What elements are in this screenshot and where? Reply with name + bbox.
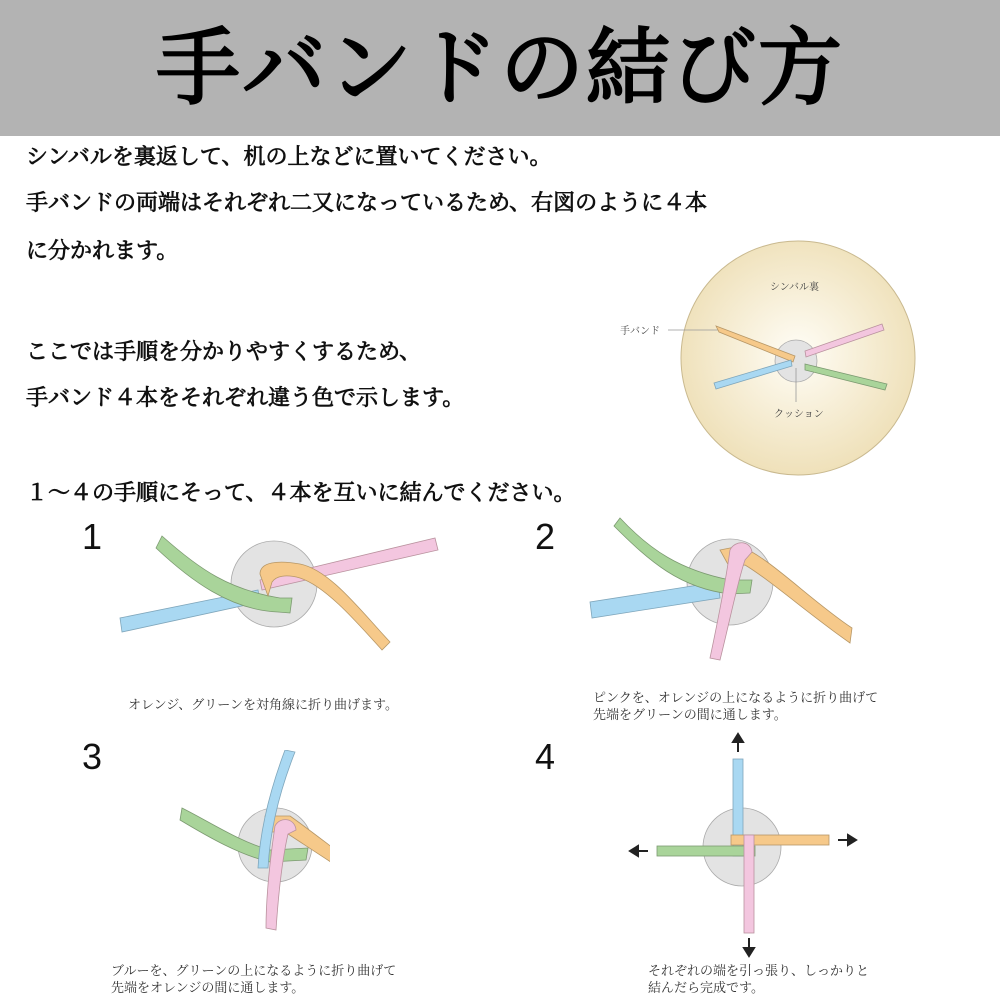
band-pink <box>744 835 754 933</box>
step-3-caption-line-1: ブルーを、グリーンの上になるように折り曲げて <box>111 964 397 979</box>
step-1-diagram <box>110 520 450 670</box>
page-title: 手バンドの結び方 <box>155 19 844 117</box>
arrow-up-icon <box>733 734 743 752</box>
intro-line-6: １～４の手順にそって、４本を互いに結んでください。 <box>26 481 576 506</box>
step-4-caption-line-1: それぞれの端を引っ張り、しっかりと <box>648 964 870 979</box>
intro-line-1: シンバルを裏返して、机の上などに置いてください。 <box>26 145 552 170</box>
arrow-right-icon <box>838 835 856 845</box>
cymbal-diagram <box>600 240 950 490</box>
step-3-diagram <box>170 750 330 940</box>
step-3-number: 3 <box>82 736 103 777</box>
step-4-caption-line-2: 結んだら完成です。 <box>648 981 764 996</box>
step-4-number: 4 <box>535 736 556 777</box>
step-3-caption-line-2: 先端をオレンジの間に通します。 <box>111 981 305 996</box>
step-2-caption-line-1: ピンクを、オレンジの上になるように折り曲げて <box>593 691 879 706</box>
band-label: 手バンド <box>620 326 660 337</box>
intro-line-3: に分かれます。 <box>26 239 179 264</box>
intro-line-2: 手バンドの両端はそれぞれ二又になっているため、右図のように４本 <box>26 191 708 216</box>
step-2-caption-line-2: 先端をグリーンの間に通します。 <box>593 708 787 723</box>
band-green <box>657 846 755 856</box>
cushion-label: クッション <box>774 409 824 420</box>
step-1-number: 1 <box>82 516 103 557</box>
intro-line-4: ここでは手順を分かりやすくするため、 <box>26 340 422 365</box>
step-4-diagram <box>620 730 870 960</box>
header-bar <box>0 0 1000 136</box>
step-2-number: 2 <box>535 516 556 557</box>
arrow-left-icon <box>630 846 648 856</box>
intro-line-5: 手バンド４本をそれぞれ違う色で示します。 <box>26 386 465 411</box>
arrow-down-icon <box>744 938 754 956</box>
cymbal-back-label: シンバル裏 <box>770 282 820 293</box>
step-1-caption: オレンジ、グリーンを対角線に折り曲げます。 <box>128 698 399 713</box>
step-2-diagram <box>580 510 870 675</box>
